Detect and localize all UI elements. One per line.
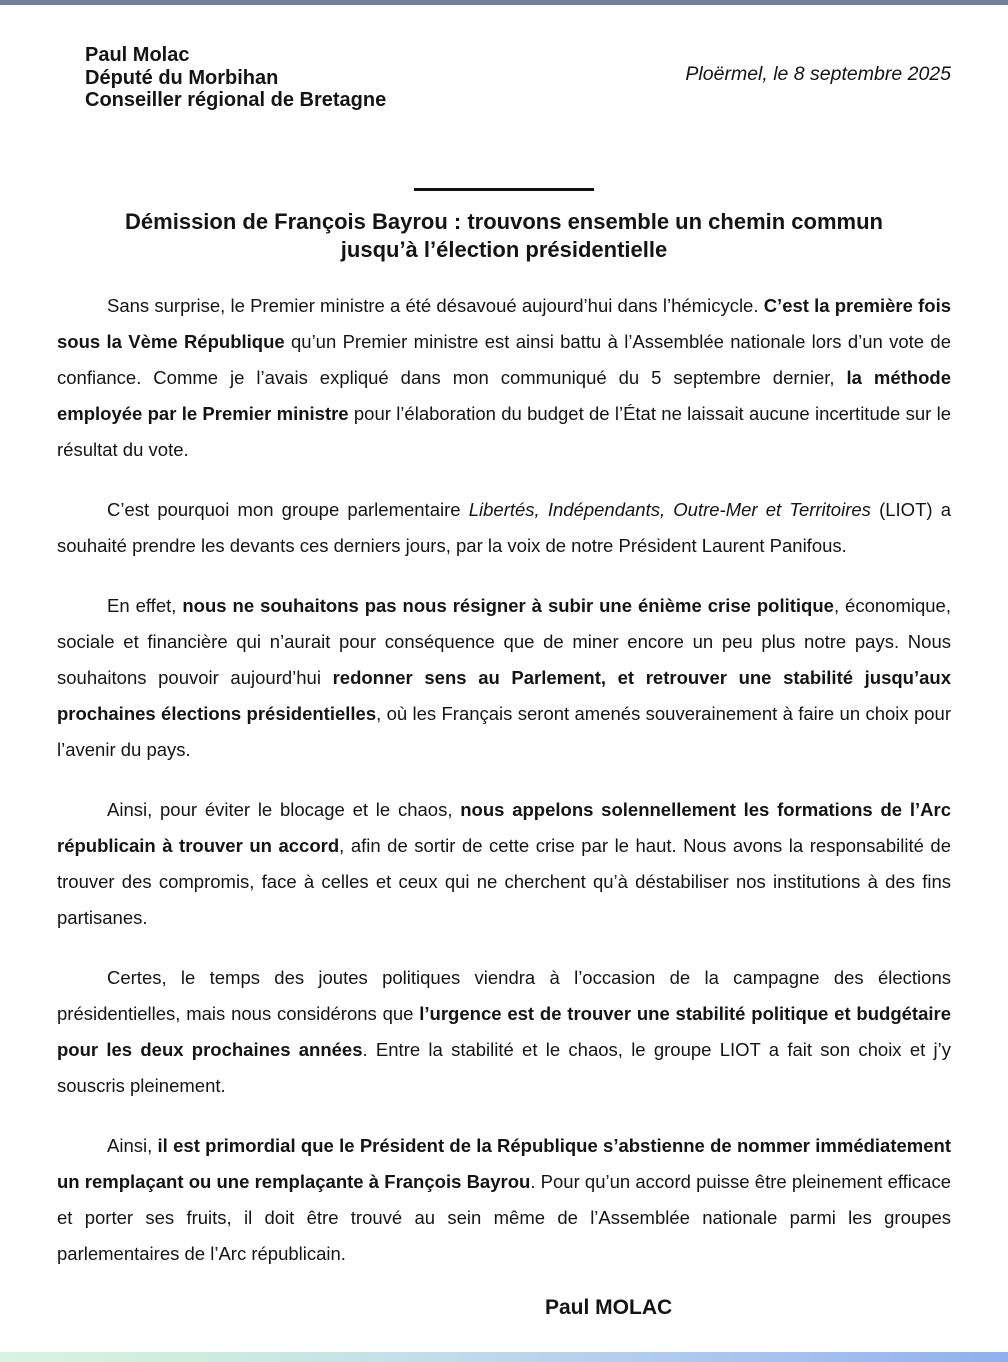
text-run: la méthode employée par le Premier ministre: [57, 367, 951, 424]
title-line-1: Démission de François Bayrou : trouvons ensemble un chemin commun: [125, 209, 883, 234]
text-run: l’urgence est de trouver une stabilité politique et budgétaire pour les deux prochaines années: [57, 1003, 951, 1060]
footer-accent-bar: [0, 1352, 1008, 1362]
body-paragraph: [57, 1128, 951, 1272]
text-run: Certes, le temps des joutes politiques viendra à l’occasion de la campagne des élections présidentielles, mais nous considérons que: [57, 967, 951, 1024]
text-run: nous appelons solennellement les formations de l’Arc républicain à trouver un accord: [57, 799, 951, 856]
title-line-2: jusqu’à l’élection présidentielle: [340, 237, 668, 262]
paragraph-container: [57, 288, 951, 1272]
text-run: , où les Français seront amenés souverainement à faire un choix pour l’avenir du pays.: [57, 703, 952, 760]
sender-role-1: Député du Morbihan: [85, 66, 279, 89]
body-paragraph: [57, 588, 951, 768]
letterhead: [85, 44, 951, 112]
text-run: C’est la première fois sous la Vème République: [57, 295, 951, 352]
text-run: En effet,: [107, 595, 183, 616]
text-run: (LIOT) a souhaité prendre les devants ces derniers jours, par la voix de notre Président Laurent Panifous.: [57, 499, 951, 556]
text-run: Libertés, Indépendants, Outre-Mer et Territoires: [468, 499, 871, 520]
text-run: . Pour qu’un accord puisse être pleinement efficace et porter ses fruits, il doit être trouvé au sein même de l’Assemblée nationale parmi les groupes parlementaires de l’Arc républicain.: [57, 1171, 951, 1264]
text-run: qu’un Premier ministre est ainsi battu à l’Assemblée nationale lors d’un vote de confiance. Comme je l’avais expliqué dans mon communiqué du 5 septembre dernier,: [57, 331, 951, 388]
text-run: Sans surprise, le Premier ministre a été désavoué aujourd’hui dans l’hémicycle.: [107, 295, 764, 316]
text-run: Ainsi,: [107, 1135, 158, 1156]
body-paragraph: [57, 960, 951, 1104]
body-paragraph: [57, 288, 951, 468]
body-paragraph: [57, 492, 951, 564]
section-divider: [414, 188, 594, 191]
signature: Paul MOLAC: [545, 1296, 673, 1319]
text-run: . Entre la stabilité et le chaos, le groupe LIOT a fait son choix et j’y souscris pleinement.: [57, 1039, 951, 1096]
text-run: il est primordial que le Président de la République s’abstienne de nommer immédiatement un remplaçant ou une remplaçante à François Bayrou: [57, 1135, 951, 1192]
text-run: nous ne souhaitons pas nous résigner à subir une énième crise politique: [182, 595, 834, 616]
sender-role-2: Conseiller régional de Bretagne: [85, 89, 387, 111]
sender-name: Paul Molac: [85, 44, 190, 66]
dateline: Ploërmel, le 8 septembre 2025: [685, 63, 951, 85]
document-title: [57, 208, 951, 264]
text-run: , économique, sociale et financière qui n’aurait pour conséquence que de miner encore un peu plus notre pays. Nous souhaitons pouvoir aujourd’hui: [57, 595, 951, 688]
text-run: , afin de sortir de cette crise par le haut. Nous avons la responsabilité de trouver des compromis, face à celles et ceux qui ne cherchent qu’à déstabiliser nos institutions à des fins partisanes.: [57, 835, 952, 928]
text-run: Ainsi, pour éviter le blocage et le chaos,: [107, 799, 461, 820]
text-run: redonner sens au Parlement, et retrouver une stabilité jusqu’aux prochaines élections présidentielles: [57, 667, 951, 724]
top-accent-bar: [0, 0, 1008, 5]
text-run: pour l’élaboration du budget de l’État ne laissait aucune incertitude sur le résultat du vote.: [57, 403, 951, 460]
text-run: C’est pourquoi mon groupe parlementaire: [107, 499, 469, 520]
document-body: [57, 288, 951, 1320]
sender-block: [85, 44, 386, 112]
body-paragraph: [57, 792, 951, 936]
